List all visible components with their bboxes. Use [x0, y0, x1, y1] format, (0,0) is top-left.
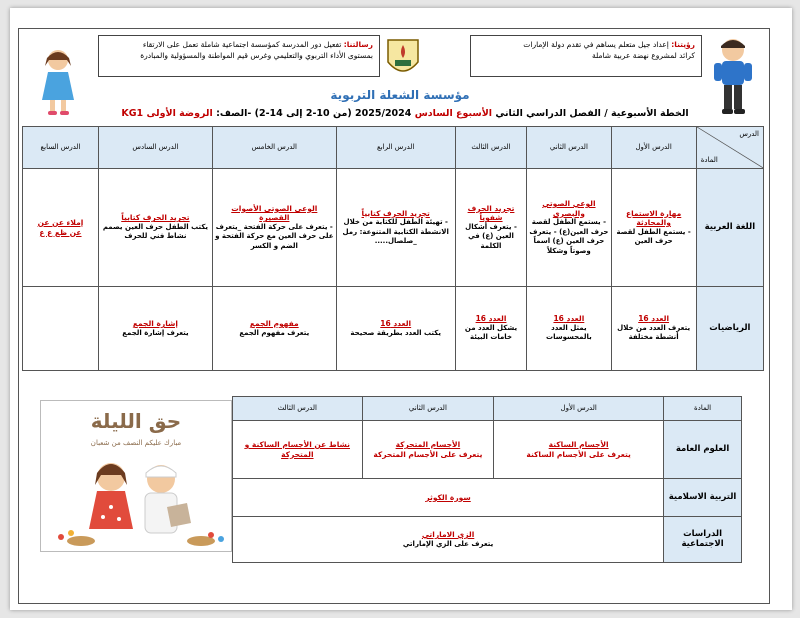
- institution-name: مؤسسة الشعلة التربوية: [330, 88, 470, 102]
- math-lesson-7: [23, 287, 99, 371]
- science-lesson-2-desc: يتعرف على الأجسام المتحركة: [373, 449, 483, 459]
- math-lesson-6-desc: يتعرف إشارة الجمع: [122, 328, 189, 337]
- picture-subtitle: مبارك عليكم النصف من شعبان: [90, 439, 182, 447]
- mission-text: تفعيل دور المدرسة كمؤسسة اجتماعية شاملة تعمل على الارتقاء: [142, 40, 342, 49]
- science-lesson-1-desc: يتعرف على الأجسام الساكنة: [526, 449, 631, 459]
- math-row: [23, 287, 764, 371]
- plan-class: الروضة الأولى KG1: [121, 108, 213, 119]
- math-lesson-3: [455, 287, 527, 371]
- table2-header-lesson-2: الدرس الثاني: [362, 397, 494, 421]
- math-lesson-1: [611, 287, 696, 371]
- subject-math: الرياضيات: [696, 287, 763, 371]
- plan-dates: 2025/2024 (من 10-2 إلى 14-2) -الصف:: [216, 108, 412, 119]
- arabic-lesson-1-desc: - يستمع الطفل لقصة حرف العين: [616, 227, 691, 245]
- arabic-lesson-7: [23, 169, 99, 287]
- math-lesson-2-desc: يمثل العدد بالمحسوسات: [546, 323, 592, 342]
- arabic-lesson-3: [455, 169, 527, 287]
- science-lesson-3-title: نشاط عن الأجسام الساكنة و المتحركة: [244, 440, 350, 459]
- school-logo: [380, 36, 426, 82]
- islamic-lesson: [233, 479, 664, 517]
- arabic-lesson-5-title: الوعي الصوتي الأصوات القصيرة: [231, 203, 318, 223]
- arabic-lesson-2-title: الوعي الصوتي والبصري: [542, 199, 596, 218]
- header-lesson-6: الدرس السادس: [98, 127, 212, 169]
- mission-text-2: بمستوى الأداء التربوي والتعليمي وغرس قيم المواطنة والمسؤولية والمبادرة: [140, 51, 373, 60]
- math-lesson-1-desc: يتعرف العدد من خلال أنشطة مختلفة: [617, 323, 691, 342]
- social-lesson-title: الزي الاماراتي: [421, 530, 475, 539]
- science-lesson-3: [233, 421, 363, 479]
- math-lesson-4-desc: يكتب العدد بطريقة صحيحة: [350, 328, 441, 337]
- arabic-lesson-6-title: تجريد الحرف كتابياً: [121, 213, 190, 223]
- math-lesson-2-title: العدد 16: [553, 314, 585, 324]
- arabic-lesson-6: [98, 169, 212, 287]
- arabic-lesson-2-desc: - يستمع الطفل لقصة حرف العين(ع) - يتعرف حرف العين (ع) اسماً وصوتاً وشكلاً: [529, 218, 609, 255]
- header-lesson-3: الدرس الثالث: [455, 127, 527, 169]
- science-lesson-2: [362, 421, 494, 479]
- math-lesson-4-title: العدد 16: [380, 319, 412, 328]
- math-lesson-6: [98, 287, 212, 371]
- science-lesson-1: [494, 421, 664, 479]
- science-lesson-2-title: الأجسام المتحركة: [395, 440, 461, 449]
- header-lesson-4: الدرس الرابع: [336, 127, 455, 169]
- header-lesson-2: الدرس الثاني: [527, 127, 611, 169]
- math-lesson-1-title: العدد 16: [638, 314, 670, 324]
- table-header-row: [23, 127, 764, 169]
- social-row: [233, 517, 742, 563]
- greeting-picture: [40, 400, 232, 552]
- math-lesson-3-desc: يشكل العدد من خامات البيئة: [464, 323, 518, 342]
- table2-subject-header: المادة: [664, 397, 742, 421]
- subject-social: الدراسات الاجتماعية: [664, 517, 742, 563]
- vision-label: رؤيتنا:: [671, 40, 695, 49]
- plan-week: الأسبوع السادس: [414, 108, 493, 119]
- arabic-lesson-5: [212, 169, 336, 287]
- header-lesson-7: الدرس السابع: [23, 127, 99, 169]
- table2-header-row: [233, 397, 742, 421]
- vision-box: [470, 35, 702, 77]
- math-lesson-5-title: مفهوم الجمع: [249, 319, 299, 328]
- social-lesson: [233, 517, 664, 563]
- table2-header-lesson-3: الدرس الثالث: [233, 397, 363, 421]
- math-lesson-2: [527, 287, 611, 371]
- mission-label: رسالتنا:: [343, 40, 373, 49]
- social-lesson-desc: يتعرف على الزي الإماراتي: [402, 539, 494, 548]
- corner-lesson-label: الدرس: [739, 130, 759, 138]
- table2-header-lesson-1: الدرس الأول: [494, 397, 664, 421]
- math-lesson-6-title: إشارة الجمع: [132, 319, 178, 328]
- weekly-plan-table: [22, 126, 764, 371]
- math-lesson-4: [336, 287, 455, 371]
- mission-box: [98, 35, 380, 77]
- picture-title: حق الليلة: [90, 409, 182, 433]
- document-page: [10, 8, 792, 610]
- islamic-row: [233, 479, 742, 517]
- plan-title: [50, 108, 760, 119]
- vision-text-2: كرائد لمشروع نهضة عربية شاملة: [591, 51, 695, 60]
- corner-subject-label: المادة: [700, 155, 718, 164]
- math-lesson-5-desc: يتعرف مفهوم الجمع: [239, 328, 310, 337]
- arabic-lesson-3-title: تجريد الحرف شفوياً: [467, 203, 515, 223]
- corner-cell: [696, 127, 763, 169]
- arabic-row: [23, 169, 764, 287]
- arabic-lesson-4-title: تجريد الحرف كتابياً: [361, 208, 430, 218]
- vision-text: إعداد جيل متعلم يساهم في تقدم دولة الإمارات: [523, 40, 669, 49]
- arabic-lesson-7-title: إملاء عن عن عن ظع ع ع: [37, 218, 84, 237]
- arabic-lesson-3-desc: - يتعرف أشكال العين (ع) في الكلمة: [465, 222, 517, 250]
- arabic-lesson-1-title: مهارة الاستماع والمحادثة: [625, 208, 682, 227]
- islamic-lesson-title: سورة الكوثر: [425, 492, 471, 502]
- arabic-lesson-6-desc: يكتب الطفل حرف العين يصمم نشاط فني للحرف: [102, 222, 209, 241]
- arabic-lesson-5-desc: - يتعرف على حركة الفتحة _يتعرف على حرف العين مع حركة الفتحة و الضم و الكسر: [215, 222, 334, 250]
- header-lesson-5: الدرس الخامس: [212, 127, 336, 169]
- other-subjects-table: [232, 396, 742, 563]
- header-lesson-1: الدرس الأول: [611, 127, 696, 169]
- children-illustration: [41, 449, 231, 549]
- subject-arabic: اللغة العربية: [696, 169, 763, 287]
- subject-science: العلوم العامة: [664, 421, 742, 479]
- subject-islamic: التربية الاسلامية: [664, 479, 742, 517]
- arabic-lesson-4-desc: - تهيئة الطفل للكتابة من خلال الانشطة الكتابية المتنوعة: رمل _صلصال.....: [342, 218, 449, 245]
- science-row: [233, 421, 742, 479]
- math-lesson-5: [212, 287, 336, 371]
- arabic-lesson-4: [336, 169, 455, 287]
- math-lesson-3-title: العدد 16: [475, 314, 507, 324]
- science-lesson-1-title: الأجسام الساكنة: [548, 440, 609, 449]
- arabic-lesson-2: [527, 169, 611, 287]
- plan-prefix: الخطة الأسبوعية / الفصل الدراسي الثاني: [495, 108, 689, 119]
- arabic-lesson-1: [611, 169, 696, 287]
